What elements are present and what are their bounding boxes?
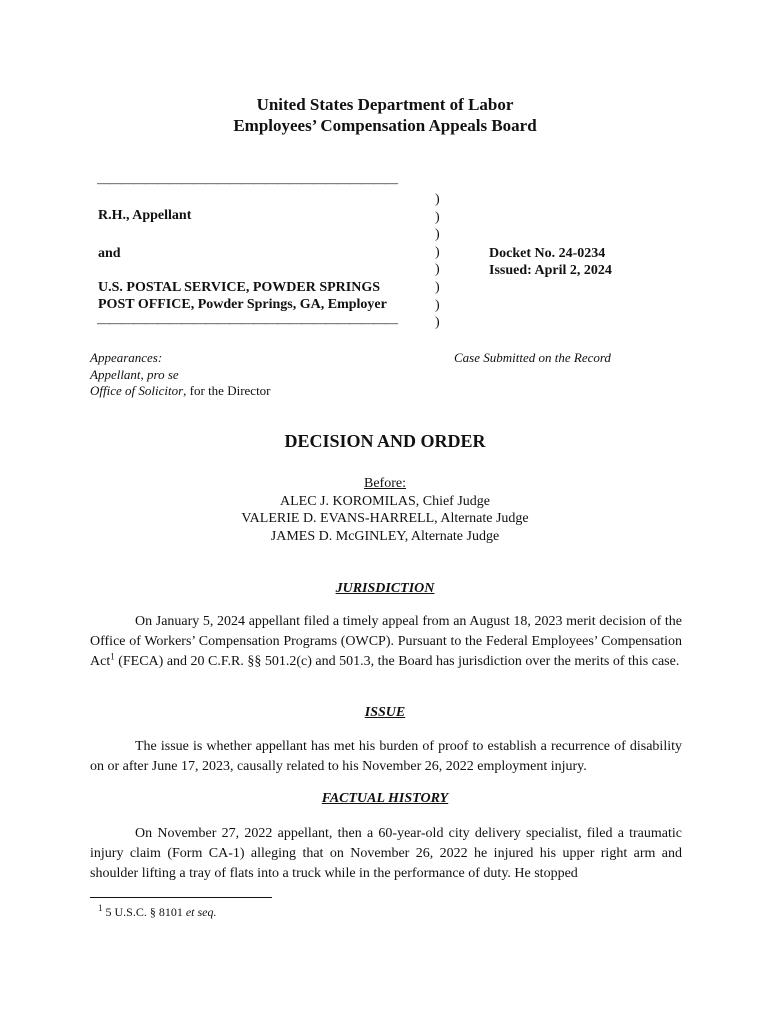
agency-header xyxy=(0,94,770,136)
footnote-rule xyxy=(90,897,272,898)
paren: ) xyxy=(435,279,440,295)
paren: ) xyxy=(435,244,440,260)
issue-heading: ISSUE xyxy=(364,705,406,720)
solicitor-name: Office of Solicitor xyxy=(90,383,184,398)
judges-panel xyxy=(0,475,770,545)
appellant-appearance: Appellant, pro se xyxy=(90,366,179,382)
docket-number: Docket No. 24-0234 xyxy=(489,246,606,261)
judge-alternate-2: JAMES D. McGINLEY, Alternate Judge xyxy=(270,528,500,544)
factual-history-text: On November 27, 2022 appellant, then a 60-year-old city delivery specialist, filed a traumatic injury claim (Form CA-1) alleging that on November 26, 2022 he injured his upper right arm and shoulder lifting a tray of flats into a truck while in the performance of duty. He stopped xyxy=(90,826,682,881)
issue-text: The issue is whether appellant has met his burden of proof to establish a recurrence of disability on or after June 17, 2023, causally related to his November 26, 2022 employment injury. xyxy=(90,739,682,774)
agency-name: United States Department of Labor xyxy=(256,95,514,114)
caption-bottom-rule: ————————————————————————— xyxy=(97,315,397,330)
case-submitted-note: Case Submitted on the Record xyxy=(454,350,611,365)
appellant-name: R.H., Appellant xyxy=(98,208,192,223)
caption-top-rule: ————————————————————————— xyxy=(97,175,397,190)
footnote-cite-italic: et seq. xyxy=(185,905,217,919)
paren: ) xyxy=(435,227,440,243)
before-label: Before: xyxy=(364,476,406,491)
judge-chief: ALEC J. KOROMILAS, Chief Judge xyxy=(280,493,490,509)
paren: ) xyxy=(435,297,440,313)
paren: ) xyxy=(435,192,440,207)
appearances-block xyxy=(90,350,271,400)
factual-history-heading: FACTUAL HISTORY xyxy=(321,791,449,806)
caption-parens xyxy=(435,191,440,332)
footnote xyxy=(98,905,217,920)
solicitor-appearance xyxy=(90,383,271,400)
board-name: Employees’ Compensation Appeals Board xyxy=(233,116,537,135)
employer-line-1: U.S. POSTAL SERVICE, POWDER SPRINGS xyxy=(98,280,381,295)
issue-paragraph xyxy=(90,737,682,777)
caption-and: and xyxy=(98,246,121,261)
jurisdiction-text-a: On January 5, 2024 appellant filed a timely appeal from an August 18, 2023 merit decision of the Office of Workers’ Compensation Programs (OWCP). Pursuant to the Federal Employees’ Compensation Act xyxy=(90,614,682,669)
jurisdiction-text-b: (FECA) and 20 C.F.R. §§ 501.2(c) and 501.3, the Board has jurisdiction over the merits of this case. xyxy=(114,654,680,669)
jurisdiction-heading: JURISDICTION xyxy=(335,581,435,596)
solicitor-role: , for the Director xyxy=(183,383,271,398)
paren: ) xyxy=(435,262,440,278)
document-title: DECISION AND ORDER xyxy=(284,431,486,451)
footnote-number: 1 xyxy=(98,903,103,913)
footnote-cite: 5 U.S.C. § 8101 xyxy=(105,905,183,919)
factual-history-paragraph xyxy=(90,824,682,884)
paren: ) xyxy=(435,315,440,331)
issued-date: Issued: April 2, 2024 xyxy=(489,263,612,278)
footnote-ref[interactable]: 1 xyxy=(110,651,115,662)
appearances-heading: Appearances: xyxy=(90,350,163,365)
jurisdiction-paragraph xyxy=(90,612,682,672)
judge-alternate-1: VALERIE D. EVANS-HARRELL, Alternate Judge xyxy=(241,511,529,526)
employer-line-2: POST OFFICE, Powder Springs, GA, Employer xyxy=(98,297,387,312)
paren: ) xyxy=(435,209,440,225)
